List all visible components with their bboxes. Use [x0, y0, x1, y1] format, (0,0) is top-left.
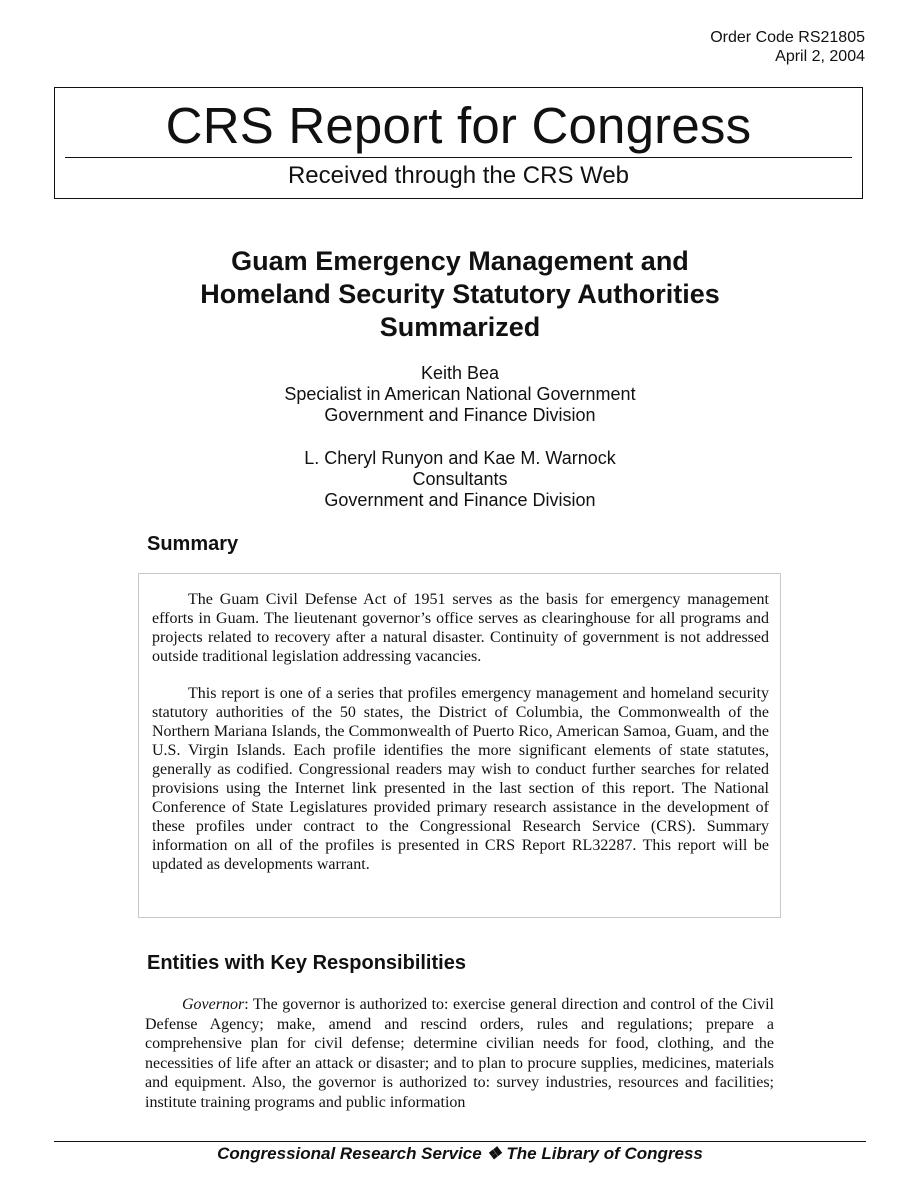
report-title — [130, 245, 790, 344]
author-division: Government and Finance Division — [324, 490, 596, 510]
report-title-line-3: Summarized — [379, 312, 541, 342]
footer-divider — [54, 1141, 866, 1142]
summary-paragraph-1 — [152, 590, 769, 666]
governor-label: Governor — [182, 996, 245, 1013]
report-date: April 2, 2004 — [775, 48, 865, 65]
author-block-1 — [130, 363, 790, 426]
report-title-line-2: Homeland Security Statutory Authorities — [200, 279, 720, 309]
author-name: Keith Bea — [420, 363, 500, 383]
summary-box — [138, 573, 781, 918]
summary-heading: Summary — [147, 533, 239, 555]
footer — [0, 1143, 920, 1165]
footer-publisher: Congressional Research Service — [217, 1144, 482, 1163]
order-code: Order Code RS21805 — [710, 29, 865, 46]
author-division: Government and Finance Division — [324, 405, 596, 425]
masthead-subtitle: Received through the CRS Web — [287, 162, 630, 189]
footer-library: The Library of Congress — [506, 1144, 703, 1163]
masthead — [54, 87, 863, 199]
report-title-line-1: Guam Emergency Management and — [231, 246, 689, 276]
order-code-block — [710, 28, 865, 66]
author-role: Consultants — [412, 469, 508, 489]
entities-heading: Entities with Key Responsibilities — [147, 952, 466, 974]
author-block-2 — [130, 448, 790, 511]
summary-paragraph-2-text: This report is one of a series that profiles emergency management and homeland security statutory authorities of the 50 states, the District of Columbia, the Commonwealth of the Northern Mariana Islands, the Commonwealth of Puerto Rico, American Samoa, Guam, and the U.S. Virgin Islands. Each profile identifies the more significant elements of state statutes, generally as codified. Congressional readers may wish to conduct further searches for related provisions using the Internet link presented in the last section of this report. The National Conference of State Legislatures provided primary research assistance in the development of these profiles under contract to the Congressional Research Service (CRS). Summary information on all of the profiles is presented in CRS Report RL32287. This report will be updated as developments warrant. — [152, 685, 769, 873]
summary-paragraph-2 — [152, 684, 769, 874]
masthead-title: CRS Report for Congress — [165, 97, 752, 154]
masthead-divider — [65, 157, 852, 158]
diamond-ornament-icon: ❖ — [486, 1144, 502, 1163]
summary-paragraph-1-text: The Guam Civil Defense Act of 1951 serves as the basis for emergency management efforts in Guam. The lieutenant governor’s office serves as clearinghouse for all programs and projects related to recovery after a natural disaster. Continuity of government is not addressed outside traditional legislation addressing vacancies. — [152, 591, 769, 665]
author-names: L. Cheryl Runyon and Kae M. Warnock — [304, 448, 616, 468]
governor-text: : The governor is authorized to: exercise general direction and control of the Civil Defense Agency; make, amend and rescind orders, rules and regulations; prepare a comprehensive plan for civil defense; determine civilian needs for food, clothing, and the necessities of life after an attack or disaster; and to plan to procure supplies, medicines, materials and equipment. Also, the governor is authorized to: survey industries, resources and facilities; institute training programs and public information — [145, 996, 774, 1111]
governor-paragraph — [145, 995, 774, 1112]
author-role: Specialist in American National Government — [284, 384, 636, 404]
